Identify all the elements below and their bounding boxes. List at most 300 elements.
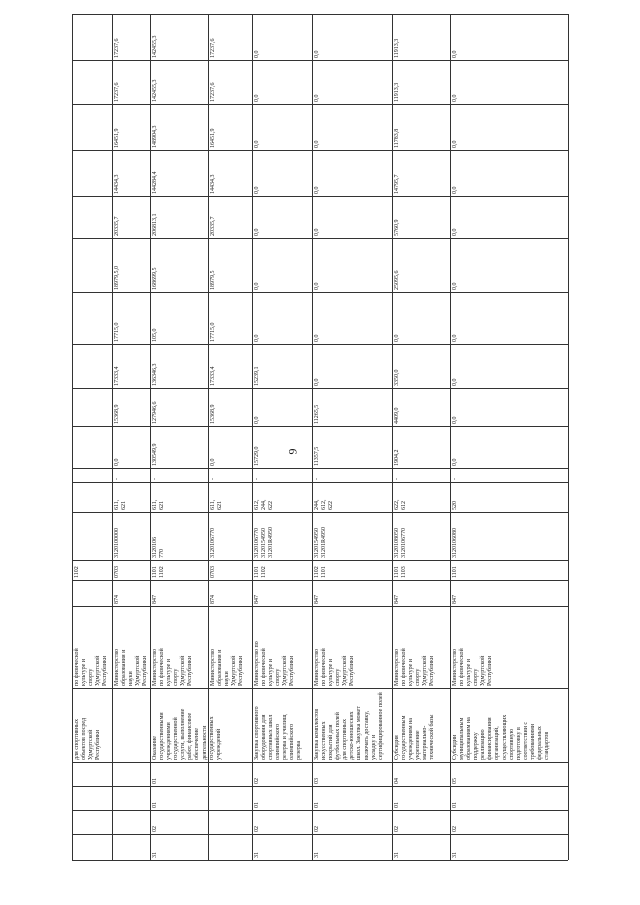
cell-line: науки	[128, 671, 135, 686]
cell-line: -	[152, 478, 158, 480]
cell-y2023	[450, 104, 568, 150]
cell-gp	[312, 834, 392, 860]
cell-y2019	[208, 292, 252, 344]
cell-exec	[150, 606, 208, 688]
cell-line: 20335,7	[210, 216, 216, 236]
cell-line: Республики	[487, 655, 494, 686]
cell-y2022	[112, 150, 150, 196]
cell-mer	[312, 762, 392, 786]
cell-y2021	[112, 196, 150, 238]
cell-line: материально-	[422, 725, 429, 760]
cell-exec	[208, 606, 252, 688]
cell-line: 244,	[261, 499, 268, 510]
cell-name	[450, 688, 568, 762]
table-gridline	[72, 688, 568, 689]
table-gridline	[568, 14, 569, 860]
cell-line: Удмуртской	[480, 655, 487, 686]
cell-line: государственным	[401, 715, 408, 760]
table-gridline	[72, 14, 568, 15]
cell-line: 5760,9	[394, 219, 400, 236]
cell-csr	[392, 512, 450, 560]
table-gridline	[450, 14, 451, 860]
cell-y2022	[252, 150, 312, 196]
cell-line: требованиями	[529, 723, 536, 760]
cell-line: 0,0	[452, 228, 458, 236]
cell-line: 17237,6	[114, 38, 120, 58]
cell-line: 0,0	[452, 334, 458, 342]
cell-y2023	[72, 104, 112, 150]
cell-line: 0,0	[314, 378, 320, 386]
cell-y2022	[392, 150, 450, 196]
cell-line: 1101	[452, 566, 458, 578]
table-gridline	[72, 150, 568, 151]
cell-line: 0,0	[254, 50, 260, 58]
cell-line: 17237,6	[210, 82, 216, 102]
cell-y2018	[252, 344, 312, 388]
cell-line: технической базы	[429, 714, 436, 760]
cell-line: Удмуртской	[95, 655, 102, 686]
cell-y2020	[72, 238, 112, 292]
cell-grbs	[392, 580, 450, 606]
cell-vr	[150, 482, 208, 512]
cell-line: футбольных полей	[335, 712, 342, 760]
table-gridline	[72, 580, 568, 581]
cell-line: резерва и училищ	[282, 714, 289, 760]
cell-line: 874	[114, 595, 120, 604]
cell-line: школ. Закупка может	[356, 706, 363, 760]
cell-line: 17237,6	[210, 38, 216, 58]
cell-rz	[252, 560, 312, 580]
cell-line: 0,0	[314, 50, 320, 58]
cell-line: Республики	[102, 655, 109, 686]
cell-line: 17237,6	[114, 82, 120, 102]
cell-pp	[312, 810, 392, 834]
cell-line: 01	[314, 802, 320, 808]
table-gridline	[72, 512, 568, 513]
cell-y2022	[208, 150, 252, 196]
cell-line: 0,0	[452, 94, 458, 102]
cell-line: соответствии с	[522, 721, 529, 760]
table-gridline	[72, 196, 568, 197]
cell-line: культуре и	[268, 659, 275, 686]
cell-line: 611,	[152, 499, 158, 510]
table-gridline	[72, 762, 568, 763]
cell-y2018	[312, 344, 392, 388]
cell-line: 02	[152, 826, 158, 832]
cell-line: 621	[121, 501, 128, 510]
cell-line: деятельности	[201, 725, 208, 760]
cell-y2025	[392, 14, 450, 60]
cell-line: 1102	[159, 566, 166, 578]
cell-y2017	[112, 388, 150, 426]
cell-y2021	[252, 196, 312, 238]
cell-exec	[72, 606, 112, 688]
cell-line: 1102	[74, 566, 80, 578]
cell-y2016	[150, 426, 208, 468]
cell-pp	[392, 810, 450, 834]
cell-line: Закупка спортивного	[254, 706, 260, 760]
cell-line: 15729,0	[254, 446, 260, 466]
cell-line: 20335,7	[114, 216, 120, 236]
cell-line: Министерство	[452, 649, 458, 686]
cell-y2024	[392, 60, 450, 104]
cell-rz	[450, 560, 568, 580]
cell-line: государственными	[159, 712, 166, 760]
table-gridline	[252, 14, 253, 860]
cell-line: спортивную	[508, 728, 515, 760]
cell-line: 0,0	[452, 140, 458, 148]
cell-line: 17333,4	[114, 366, 120, 386]
cell-line: культуре и	[166, 659, 173, 686]
cell-y2021	[392, 196, 450, 238]
cell-y2025	[312, 14, 392, 60]
cell-line: покрытий для	[328, 724, 335, 760]
cell-y2016	[312, 426, 392, 468]
cell-line: 622,	[394, 499, 400, 510]
cell-line: 206813,1	[152, 213, 158, 236]
cell-line: 1904,2	[394, 449, 400, 466]
cell-line: 15368,9	[210, 404, 216, 424]
cell-line: 622	[268, 501, 275, 510]
cell-line: -	[114, 478, 120, 480]
cell-line: 148904,3	[152, 125, 158, 148]
cell-line: 11265,5	[314, 404, 320, 424]
cell-line: 1101	[254, 566, 260, 578]
cell-line: 02	[452, 826, 458, 832]
cell-line: 11913,3	[394, 38, 400, 58]
table-gridline	[72, 468, 568, 469]
cell-line: спортивных школ	[268, 714, 275, 760]
cell-line: 874	[210, 595, 216, 604]
cell-line: 3120106770	[401, 528, 408, 558]
cell-line: искусственных	[321, 721, 328, 760]
cell-y2024	[450, 60, 568, 104]
cell-y2020	[252, 238, 312, 292]
cell-line: 04	[394, 778, 400, 784]
cell-line: Министерство по	[254, 641, 260, 686]
cell-line: финансирования	[487, 717, 494, 760]
cell-line: 02	[394, 826, 400, 832]
cell-line: 847	[254, 595, 260, 604]
cell-osn	[450, 786, 568, 810]
cell-line: 0,0	[254, 186, 260, 194]
cell-line: 0,0	[254, 334, 260, 342]
cell-y2018	[112, 344, 150, 388]
cell-y2018	[150, 344, 208, 388]
cell-line: 16451,9	[210, 128, 216, 148]
cell-line: 17333,4	[210, 366, 216, 386]
cell-exec	[252, 606, 312, 688]
cell-line: Удмуртской	[342, 655, 349, 686]
cell-y2017	[72, 388, 112, 426]
table-gridline	[72, 786, 568, 787]
cell-line: 31201R4950	[268, 526, 275, 558]
cell-line: Министерство	[394, 649, 400, 686]
cell-y2025	[208, 14, 252, 60]
cell-line: 31	[452, 852, 458, 858]
cell-line: стандартов	[544, 731, 551, 760]
cell-y2017	[392, 388, 450, 426]
table-gridline	[112, 14, 113, 860]
cell-y2021	[150, 196, 208, 238]
cell-name	[72, 688, 112, 762]
cell-y2020	[208, 238, 252, 292]
table-gridline	[72, 560, 568, 561]
cell-line: 31	[314, 852, 320, 858]
cell-line: образования и	[217, 649, 224, 686]
cell-y2021	[312, 196, 392, 238]
cell-line: включать доставку,	[363, 710, 370, 760]
cell-line: 01	[254, 802, 260, 808]
cell-line: 14434,3	[114, 174, 120, 194]
cell-osn	[312, 786, 392, 810]
table-gridline	[72, 60, 568, 61]
cell-line: 770	[159, 549, 166, 558]
table-gridline	[72, 606, 568, 607]
cell-exec	[312, 606, 392, 688]
table-gridline	[392, 14, 393, 860]
cell-line: 0703	[210, 566, 216, 578]
cell-y2015	[72, 468, 112, 482]
cell-line: 1103	[401, 566, 408, 578]
cell-y2024	[112, 60, 150, 104]
cell-y2018	[72, 344, 112, 388]
cell-line: Республики	[95, 729, 102, 760]
cell-line: 3350,0	[394, 369, 400, 386]
cell-y2020	[392, 238, 450, 292]
cell-line: 03	[314, 778, 320, 784]
cell-line: 3120106080	[452, 528, 458, 558]
cell-y2019	[312, 292, 392, 344]
cell-line: Удмуртской	[180, 655, 187, 686]
cell-line: Республики	[289, 655, 296, 686]
cell-y2016	[392, 426, 450, 468]
cell-grbs	[252, 580, 312, 606]
table-gridline	[150, 14, 151, 860]
cell-vr	[252, 482, 312, 512]
table-gridline	[72, 14, 73, 860]
cell-line: 05	[452, 778, 458, 784]
cell-line: укладку и	[370, 734, 377, 760]
cell-line: оборудования для	[261, 714, 268, 760]
cell-y2021	[450, 196, 568, 238]
cell-line: 0,0	[314, 282, 320, 290]
cell-y2025	[450, 14, 568, 60]
cell-y2020	[450, 238, 568, 292]
cell-line: 105,0	[152, 328, 158, 342]
cell-line: 0,0	[394, 334, 400, 342]
cell-mer	[252, 762, 312, 786]
cell-line: 621	[217, 501, 224, 510]
cell-line: обеспечение	[194, 728, 201, 760]
cell-line: образованиям на	[466, 717, 473, 760]
cell-rz	[112, 560, 150, 580]
cell-line: 16451,9	[114, 128, 120, 148]
cell-line: государственной	[173, 717, 180, 760]
cell-y2018	[208, 344, 252, 388]
cell-line: культуре и	[466, 659, 473, 686]
table-gridline	[312, 14, 313, 860]
cell-line: 11357,5	[314, 446, 320, 466]
cell-vr	[312, 482, 392, 512]
cell-line: -	[210, 478, 216, 480]
cell-line: реализацию	[480, 729, 487, 760]
cell-y2024	[252, 60, 312, 104]
cell-line: 621	[159, 501, 166, 510]
table-gridline	[72, 834, 568, 835]
cell-line: 612,	[321, 499, 328, 510]
cell-line: 3120106	[152, 537, 158, 558]
cell-line: 1101	[394, 566, 400, 578]
cell-y2023	[208, 104, 252, 150]
cell-line: Республики	[238, 655, 245, 686]
cell-line: 142455,3	[152, 35, 158, 58]
cell-line: Удмуртской	[282, 655, 289, 686]
cell-line: подготовку в	[515, 727, 522, 760]
cell-rz	[312, 560, 392, 580]
cell-line: учреждений	[215, 728, 222, 760]
table-gridline	[208, 14, 209, 860]
table-gridline	[72, 292, 568, 293]
cell-rz	[208, 560, 252, 580]
cell-line: 0,0	[314, 140, 320, 148]
cell-line: 3120106770	[210, 528, 216, 558]
cell-line: науки	[224, 671, 231, 686]
cell-line: 244,	[314, 499, 320, 510]
cell-line: спорту	[415, 668, 422, 686]
cell-line: федеральных	[536, 726, 543, 760]
cell-vr	[450, 482, 568, 512]
cell-exec	[450, 606, 568, 688]
cell-line: Республики	[349, 655, 356, 686]
cell-line: детско-юношеских	[349, 711, 356, 760]
cell-y2019	[252, 292, 312, 344]
cell-line: 15368,9	[114, 404, 120, 424]
cell-line: по физической	[74, 648, 80, 686]
cell-line: Министерство	[210, 649, 216, 686]
table-gridline	[72, 104, 568, 105]
cell-line: Субсидии	[452, 734, 458, 760]
cell-y2017	[150, 388, 208, 426]
cell-line: 847	[452, 595, 458, 604]
cell-y2019	[72, 292, 112, 344]
cell-mer	[72, 762, 112, 786]
cell-line: 3120106770	[254, 528, 260, 558]
cell-line: резерва	[296, 740, 303, 760]
cell-pp	[252, 810, 312, 834]
cell-line: 0,0	[314, 228, 320, 236]
cell-line: 0,0	[210, 458, 216, 466]
cell-line: 0,0	[254, 282, 260, 290]
cell-line: 31	[394, 852, 400, 858]
cell-y2019	[450, 292, 568, 344]
cell-grbs	[72, 580, 112, 606]
cell-line: 130549,9	[152, 443, 158, 466]
cell-y2025	[252, 14, 312, 60]
cell-y2016	[450, 426, 568, 468]
cell-line: 14434,3	[210, 174, 216, 194]
cell-rz	[72, 560, 112, 580]
cell-line: 4409,0	[394, 407, 400, 424]
cell-y2024	[150, 60, 208, 104]
cell-line: Удмуртской	[422, 655, 429, 686]
cell-y2025	[150, 14, 208, 60]
cell-line: 02	[254, 778, 260, 784]
table-gridline	[72, 426, 568, 427]
cell-line: учреждениями	[166, 722, 173, 760]
cell-y2015	[150, 468, 208, 482]
cell-line: 144284,4	[152, 171, 158, 194]
cell-y2017	[450, 388, 568, 426]
cell-line: 0,0	[254, 94, 260, 102]
cell-line: 31	[152, 852, 158, 858]
cell-osn	[72, 786, 112, 810]
cell-line: 14795,7	[394, 174, 400, 194]
cell-line: 25095,6	[394, 270, 400, 290]
cell-line: 01	[152, 802, 158, 808]
cell-exec	[392, 606, 450, 688]
cell-y2015	[312, 468, 392, 482]
cell-rz	[392, 560, 450, 580]
cell-y2022	[312, 150, 392, 196]
cell-pp	[72, 810, 112, 834]
cell-line: 31201R4950	[321, 526, 328, 558]
cell-gp	[72, 834, 112, 860]
cell-line: 168699,5	[152, 267, 158, 290]
cell-y2019	[392, 292, 450, 344]
cell-line: 11783,8	[394, 128, 400, 148]
cell-line: укрепление	[415, 730, 422, 760]
table-gridline	[72, 388, 568, 389]
cell-line: 127946,6	[152, 401, 158, 424]
cell-line: 3120108050	[394, 528, 400, 558]
cell-line: 3120154950	[314, 528, 320, 558]
cell-y2015	[208, 468, 252, 482]
cell-line: 0703	[114, 566, 120, 578]
cell-line: по физической	[321, 648, 328, 686]
cell-line: 0,0	[254, 416, 260, 424]
cell-line: Министерство	[314, 649, 320, 686]
cell-y2015	[392, 468, 450, 482]
cell-line: 3120154950	[261, 528, 268, 558]
cell-line: Удмуртской	[88, 729, 95, 760]
cell-y2023	[112, 104, 150, 150]
cell-osn	[150, 786, 208, 810]
cell-line: -	[314, 478, 320, 480]
cell-line: 612	[401, 501, 408, 510]
cell-y2015	[112, 468, 150, 482]
cell-name	[252, 688, 312, 762]
cell-line: -	[254, 478, 260, 480]
cell-y2023	[312, 104, 392, 150]
cell-csr	[112, 512, 150, 560]
cell-line: олимпийского	[289, 723, 296, 760]
cell-line: по физической	[459, 648, 466, 686]
cell-name	[150, 688, 222, 762]
cell-line: для спортивных	[342, 718, 349, 760]
cell-line: спорту	[88, 668, 95, 686]
cell-line: культуре и	[408, 659, 415, 686]
cell-y2021	[72, 196, 112, 238]
cell-line: спорту	[173, 668, 180, 686]
cell-csr	[72, 512, 112, 560]
cell-line: культуре и	[81, 659, 88, 686]
cell-line: работ, финансовое	[187, 712, 194, 760]
cell-exec	[112, 606, 150, 688]
cell-y2024	[72, 60, 112, 104]
table-gridline	[72, 238, 568, 239]
cell-y2023	[392, 104, 450, 150]
